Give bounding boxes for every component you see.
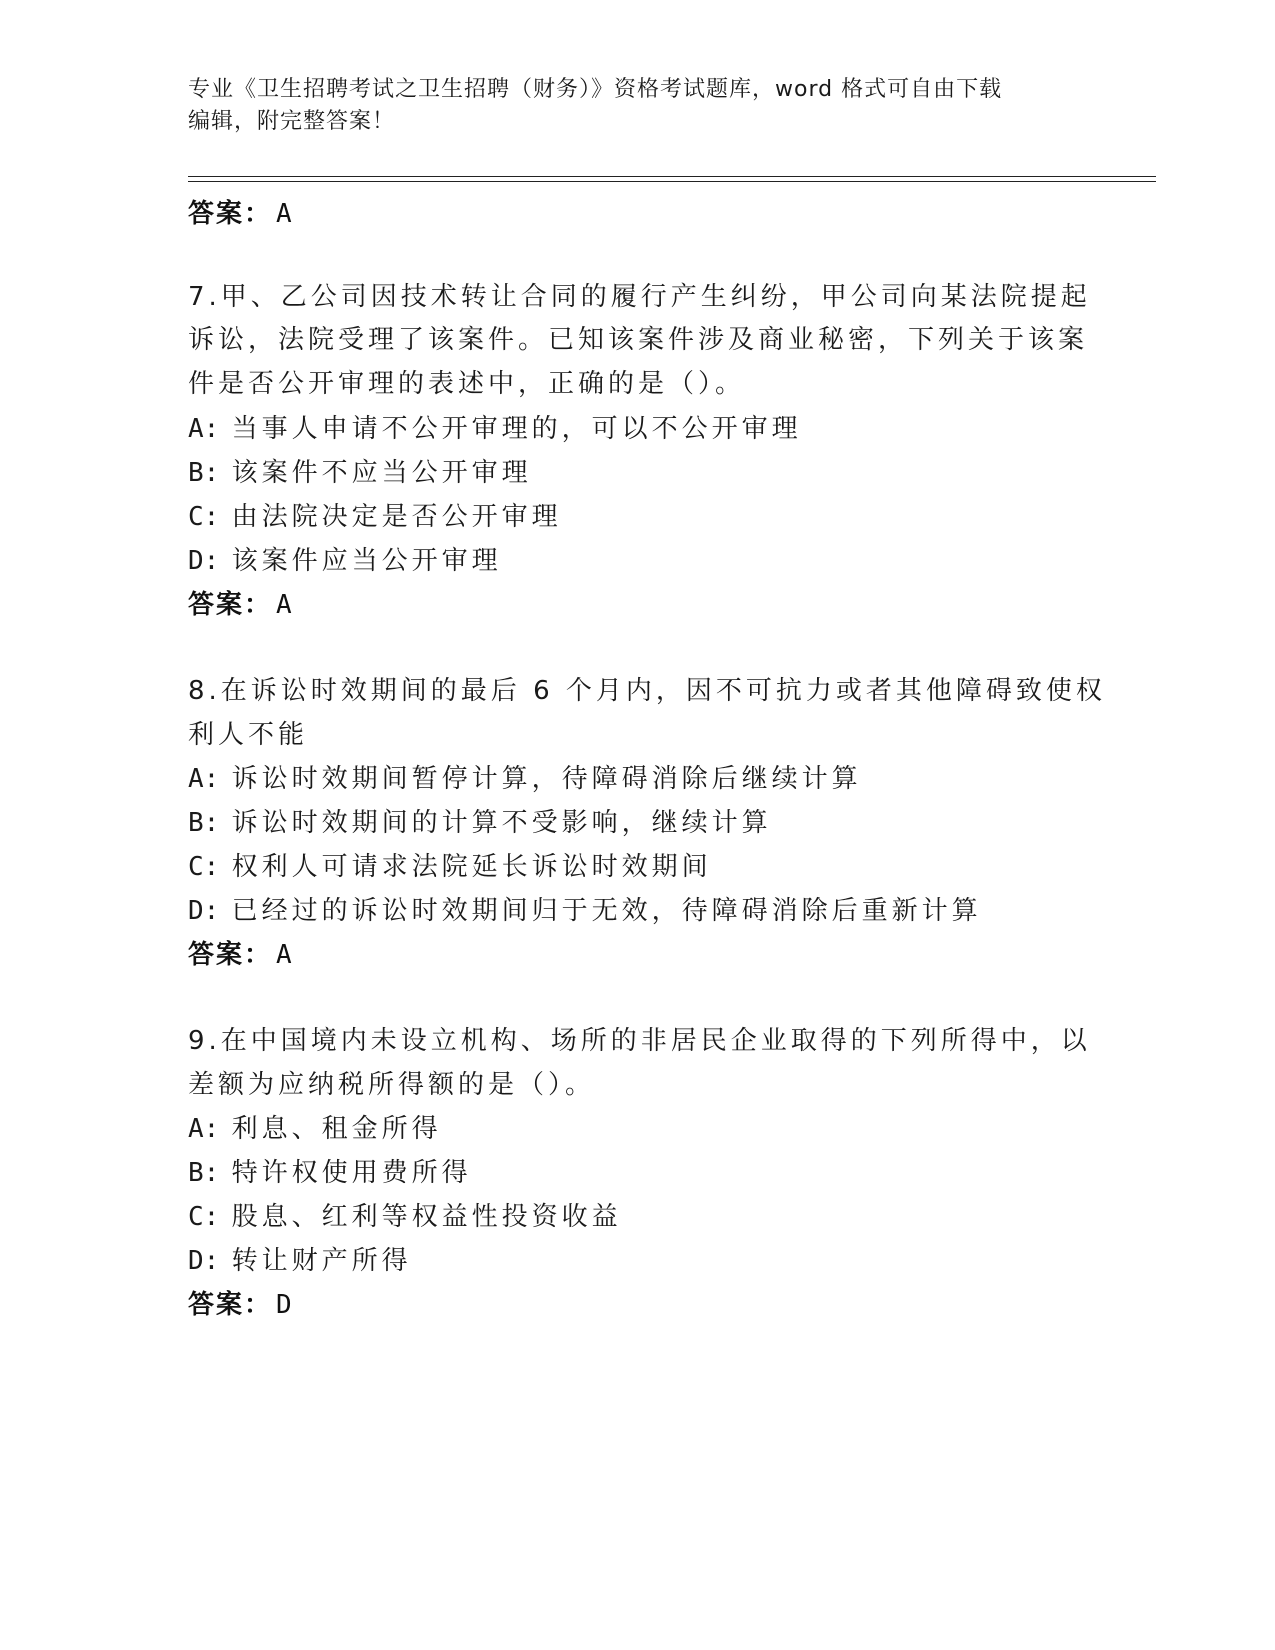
option-letter: C:	[188, 502, 220, 532]
question-8-stem-line-2: 利人不能	[188, 720, 309, 750]
option-letter: A:	[188, 414, 220, 444]
option-text: 该案件应当公开审理	[231, 546, 502, 576]
option-text: 权利人可请求法院延长诉讼时效期间	[231, 852, 712, 882]
option-letter: A:	[188, 764, 220, 794]
option-letter: D:	[188, 896, 220, 926]
option-text: 诉讼时效期间暂停计算，待障碍消除后继续计算	[231, 764, 862, 794]
option-text: 该案件不应当公开审理	[231, 458, 532, 488]
answer-value: A	[276, 199, 294, 229]
question-7-stem-line-3: 件是否公开审理的表述中，正确的是（）。	[188, 369, 746, 399]
question-7-stem-line-1: 7.甲、乙公司因技术转让合同的履行产生纠纷，甲公司向某法院提起	[188, 282, 1091, 312]
option-text: 当事人申请不公开审理的，可以不公开审理	[231, 414, 802, 444]
option-text: 利息、租金所得	[231, 1114, 442, 1144]
answer-label: 答案：	[188, 590, 273, 620]
option-text: 股息、红利等权益性投资收益	[231, 1202, 622, 1232]
question-7-stem-line-2: 诉讼，法院受理了该案件。已知该案件涉及商业秘密，下列关于该案	[188, 325, 1089, 355]
option-letter: D:	[188, 1246, 220, 1276]
option-text: 已经过的诉讼时效期间归于无效，待障碍消除后重新计算	[231, 896, 982, 926]
document-header	[188, 74, 1088, 138]
option-letter: B:	[188, 808, 220, 838]
option-text: 特许权使用费所得	[231, 1158, 472, 1188]
answer-label: 答案：	[188, 1290, 273, 1320]
answer-label: 答案：	[188, 199, 273, 229]
question-9-option-d	[188, 1240, 1088, 1277]
header-divider-top	[188, 176, 1156, 177]
header-line-1: 专业《卫生招聘考试之卫生招聘（财务）》资格考试题库，word 格式可自由下载	[188, 77, 1003, 102]
option-letter: B:	[188, 458, 220, 488]
question-8-answer	[188, 934, 294, 971]
option-text: 转让财产所得	[231, 1246, 412, 1276]
question-9-stem-line-2: 差额为应纳税所得额的是（）。	[188, 1070, 596, 1100]
answer-value: A	[276, 590, 294, 620]
option-text: 由法院决定是否公开审理	[231, 502, 562, 532]
question-9-stem-line-1: 9.在中国境内未设立机构、场所的非居民企业取得的下列所得中，以	[188, 1026, 1091, 1056]
option-letter: A:	[188, 1114, 220, 1144]
option-text: 诉讼时效期间的计算不受影响，继续计算	[231, 808, 772, 838]
question-9-answer	[188, 1284, 294, 1321]
question-8-option-d	[188, 890, 1088, 927]
question-7-answer	[188, 584, 294, 621]
option-letter: C:	[188, 852, 220, 882]
question-8-option-b	[188, 802, 1088, 839]
answer-value: A	[276, 940, 294, 970]
option-letter: D:	[188, 546, 220, 576]
question-9-option-c	[188, 1196, 1088, 1233]
option-letter: B:	[188, 1158, 220, 1188]
question-9-option-b	[188, 1152, 1088, 1189]
header-divider-bottom	[188, 181, 1156, 182]
question-7-option-a	[188, 408, 1088, 445]
question-7-option-d	[188, 540, 1088, 577]
question-8-stem-line-1: 8.在诉讼时效期间的最后 6 个月内，因不可抗力或者其他障碍致使权	[188, 676, 1106, 706]
option-letter: C:	[188, 1202, 220, 1232]
question-9-option-a	[188, 1108, 1088, 1145]
question-7-option-b	[188, 452, 1088, 489]
answer-line	[188, 193, 294, 230]
answer-label: 答案：	[188, 940, 273, 970]
question-8-option-a	[188, 758, 1088, 795]
header-line-2: 编辑，附完整答案！	[188, 109, 396, 134]
answer-value: D	[276, 1290, 294, 1320]
question-8-option-c	[188, 846, 1088, 883]
question-7-option-c	[188, 496, 1088, 533]
